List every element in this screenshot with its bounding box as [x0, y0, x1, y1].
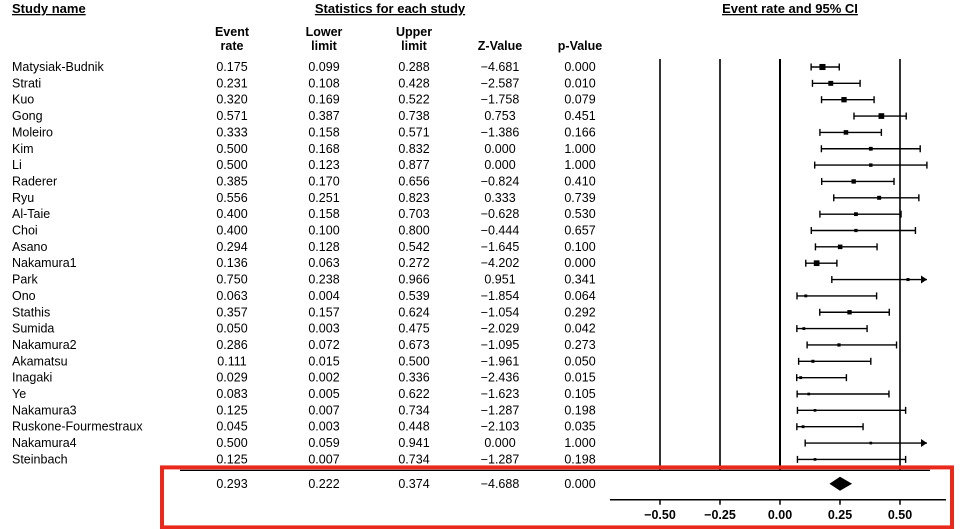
row-lower-limit: 0.003	[308, 419, 340, 434]
row-upper-limit: 0.622	[398, 387, 430, 401]
effect-marker	[847, 310, 851, 314]
row-study-name: Steinbach	[12, 452, 68, 467]
row-p-value: 0.451	[564, 109, 596, 124]
row-lower-limit: 0.170	[308, 174, 340, 189]
row-study-name: Kim	[12, 141, 34, 156]
row-study-name: Park	[12, 272, 38, 287]
row-z-value: −4.202	[480, 256, 520, 271]
row-z-value: −0.444	[480, 223, 520, 238]
row-lower-limit: 0.158	[308, 125, 340, 140]
row-lower-limit: 0.004	[308, 288, 340, 303]
row-upper-limit: 0.703	[398, 207, 430, 222]
row-study-name: Ryu	[12, 190, 35, 205]
summary-z-value: −4.688	[480, 476, 520, 491]
col-header-lower-limit-line2: limit	[311, 39, 337, 53]
row-upper-limit: 0.522	[398, 92, 430, 107]
row-upper-limit: 0.571	[398, 125, 430, 140]
row-upper-limit: 0.941	[398, 436, 430, 451]
row-p-value: 0.035	[564, 419, 596, 434]
row-z-value: −1.287	[480, 452, 520, 467]
effect-marker	[869, 163, 872, 166]
row-event-rate: 0.750	[216, 272, 248, 287]
effect-marker	[906, 278, 909, 281]
col-header-event-rate: Event	[214, 25, 250, 39]
effect-marker	[854, 212, 858, 216]
effect-marker	[869, 147, 873, 151]
row-event-rate: 0.500	[216, 436, 248, 451]
row-event-rate: 0.400	[216, 223, 248, 238]
row-study-name: Ono	[12, 288, 36, 303]
row-study-name: Li	[12, 158, 22, 173]
row-p-value: 0.166	[564, 125, 596, 140]
row-z-value: −4.681	[480, 60, 520, 74]
row-p-value: 0.015	[564, 370, 596, 385]
row-lower-limit: 0.158	[308, 207, 340, 222]
row-upper-limit: 0.800	[398, 223, 430, 238]
row-study-name: Choi	[12, 223, 38, 238]
row-upper-limit: 0.539	[398, 288, 430, 303]
row-event-rate: 0.083	[216, 387, 248, 401]
row-z-value: −1.054	[480, 305, 520, 320]
row-p-value: 0.105	[564, 387, 596, 401]
row-p-value: 1.000	[564, 158, 596, 173]
col-header-event-rate-line2: rate	[220, 39, 244, 53]
row-z-value: 0.000	[484, 158, 516, 173]
row-lower-limit: 0.007	[308, 452, 340, 467]
row-z-value: −0.628	[480, 207, 520, 222]
effect-marker	[869, 442, 872, 445]
effect-marker	[828, 81, 833, 86]
row-lower-limit: 0.157	[308, 305, 340, 320]
row-p-value: 0.739	[564, 190, 596, 205]
row-study-name: Kuo	[12, 92, 35, 107]
row-study-name: Nakamura1	[12, 256, 77, 271]
row-event-rate: 0.294	[216, 239, 248, 254]
effect-marker	[814, 260, 820, 266]
row-upper-limit: 0.738	[398, 109, 430, 124]
row-study-name: Nakamura3	[12, 403, 77, 418]
row-lower-limit: 0.005	[308, 387, 340, 401]
row-p-value: 0.530	[564, 207, 596, 222]
x-axis-tick-label: −0.25	[704, 507, 736, 522]
effect-marker	[837, 343, 840, 346]
row-lower-limit: 0.099	[308, 60, 340, 74]
row-event-rate: 0.286	[216, 337, 248, 352]
row-z-value: −1.645	[480, 239, 520, 254]
row-p-value: 0.079	[564, 92, 596, 107]
row-upper-limit: 0.656	[398, 174, 430, 189]
x-axis-tick-label: 0.50	[887, 507, 913, 522]
summary-event-rate: 0.293	[216, 476, 248, 491]
col-header-upper-limit-line2: limit	[401, 39, 427, 53]
row-p-value: 0.198	[564, 452, 596, 467]
summary-p-value: 0.000	[564, 476, 596, 491]
row-z-value: −1.095	[480, 337, 520, 352]
row-p-value: 1.000	[564, 436, 596, 451]
row-study-name: Sumida	[12, 321, 55, 336]
effect-marker	[841, 97, 846, 102]
row-study-name: Akamatsu	[12, 354, 68, 369]
row-upper-limit: 0.475	[398, 321, 430, 336]
row-study-name: Nakamura2	[12, 337, 77, 352]
row-upper-limit: 0.823	[398, 190, 430, 205]
row-lower-limit: 0.007	[308, 403, 340, 418]
effect-marker	[814, 458, 817, 461]
row-upper-limit: 0.734	[398, 452, 430, 467]
row-upper-limit: 0.288	[398, 60, 430, 74]
effect-marker	[852, 179, 856, 183]
row-upper-limit: 0.877	[398, 158, 430, 173]
col-header-upper-limit: Upper	[395, 25, 433, 39]
summary-upper-limit: 0.374	[398, 476, 430, 491]
col-header-lower-limit: Lower	[305, 25, 343, 39]
row-z-value: −1.623	[480, 387, 520, 401]
effect-marker	[819, 64, 825, 70]
row-z-value: −1.961	[480, 354, 520, 369]
row-p-value: 0.341	[564, 272, 596, 287]
effect-marker	[799, 376, 802, 379]
row-z-value: −2.587	[480, 76, 520, 91]
row-event-rate: 0.125	[216, 403, 248, 418]
row-study-name: Gong	[12, 109, 43, 124]
row-lower-limit: 0.002	[308, 370, 340, 385]
row-lower-limit: 0.128	[308, 239, 340, 254]
row-event-rate: 0.063	[216, 288, 248, 303]
row-z-value: −1.386	[480, 125, 520, 140]
header-study-name: Study name	[12, 1, 86, 16]
row-event-rate: 0.029	[216, 370, 248, 385]
row-p-value: 0.042	[564, 321, 596, 336]
effect-marker	[854, 229, 857, 232]
row-lower-limit: 0.100	[308, 223, 340, 238]
row-event-rate: 0.125	[216, 452, 248, 467]
row-study-name: Matysiak-Budnik	[12, 60, 104, 74]
row-study-name: Raderer	[12, 174, 58, 189]
effect-marker	[879, 113, 885, 119]
row-z-value: −2.103	[480, 419, 520, 434]
row-lower-limit: 0.108	[308, 76, 340, 91]
row-event-rate: 0.136	[216, 256, 248, 271]
row-p-value: 0.000	[564, 256, 596, 271]
row-lower-limit: 0.063	[308, 256, 340, 271]
row-event-rate: 0.556	[216, 190, 248, 205]
row-p-value: 0.000	[564, 60, 596, 74]
row-p-value: 0.410	[564, 174, 596, 189]
row-upper-limit: 0.542	[398, 239, 430, 254]
row-p-value: 0.100	[564, 239, 596, 254]
row-lower-limit: 0.059	[308, 436, 340, 451]
row-study-name: Moleiro	[12, 125, 53, 140]
row-z-value: −1.287	[480, 403, 520, 418]
row-event-rate: 0.320	[216, 92, 248, 107]
row-p-value: 1.000	[564, 141, 596, 156]
row-event-rate: 0.050	[216, 321, 248, 336]
row-event-rate: 0.500	[216, 141, 248, 156]
row-z-value: −0.824	[480, 174, 520, 189]
row-study-name: Ruskone-Fourmestraux	[12, 419, 143, 434]
row-lower-limit: 0.168	[308, 141, 340, 156]
col-header-z-value: Z-Value	[477, 39, 523, 53]
row-z-value: 0.333	[484, 190, 516, 205]
row-p-value: 0.064	[564, 288, 596, 303]
row-lower-limit: 0.238	[308, 272, 340, 287]
row-lower-limit: 0.251	[308, 190, 340, 205]
row-lower-limit: 0.123	[308, 158, 340, 173]
row-event-rate: 0.357	[216, 305, 248, 320]
effect-marker	[811, 360, 814, 363]
col-header-p-value: p-Value	[557, 39, 603, 53]
effect-marker	[807, 393, 810, 396]
row-lower-limit: 0.169	[308, 92, 340, 107]
effect-marker	[838, 245, 843, 250]
row-z-value: 0.753	[484, 109, 516, 124]
row-z-value: −1.854	[480, 288, 520, 303]
row-event-rate: 0.333	[216, 125, 248, 140]
effect-marker	[844, 130, 849, 135]
row-study-name: Inagaki	[12, 370, 53, 385]
row-p-value: 0.010	[564, 76, 596, 91]
row-lower-limit: 0.015	[308, 354, 340, 369]
row-z-value: −2.436	[480, 370, 520, 385]
row-event-rate: 0.400	[216, 207, 248, 222]
row-lower-limit: 0.387	[308, 109, 340, 124]
row-upper-limit: 0.336	[398, 370, 430, 385]
x-axis-tick-label: −0.50	[644, 507, 676, 522]
row-p-value: 0.292	[564, 305, 596, 320]
row-upper-limit: 0.734	[398, 403, 430, 418]
row-z-value: 0.951	[484, 272, 516, 287]
row-event-rate: 0.175	[216, 60, 248, 74]
row-study-name: Al-Taie	[12, 207, 51, 222]
row-upper-limit: 0.673	[398, 337, 430, 352]
effect-marker	[814, 409, 817, 412]
row-lower-limit: 0.003	[308, 321, 340, 336]
summary-lower-limit: 0.222	[308, 476, 340, 491]
row-event-rate: 0.045	[216, 419, 248, 434]
row-study-name: Ye	[12, 387, 27, 401]
row-event-rate: 0.500	[216, 158, 248, 173]
effect-marker	[804, 294, 807, 297]
row-upper-limit: 0.966	[398, 272, 430, 287]
row-upper-limit: 0.832	[398, 141, 430, 156]
row-p-value: 0.050	[564, 354, 596, 369]
x-axis-tick-label: 0.25	[827, 507, 853, 522]
row-p-value: 0.198	[564, 403, 596, 418]
row-event-rate: 0.111	[217, 354, 247, 369]
effect-marker	[802, 425, 805, 428]
row-event-rate: 0.571	[216, 109, 248, 124]
row-lower-limit: 0.072	[308, 337, 340, 352]
x-axis-tick-label: 0.00	[767, 507, 793, 522]
row-z-value: 0.000	[484, 141, 516, 156]
row-p-value: 0.657	[564, 223, 596, 238]
row-upper-limit: 0.428	[398, 76, 430, 91]
row-z-value: −1.758	[480, 92, 520, 107]
row-p-value: 0.273	[564, 337, 596, 352]
row-study-name: Strati	[12, 76, 42, 91]
row-upper-limit: 0.624	[398, 305, 430, 320]
row-z-value: −2.029	[480, 321, 520, 336]
row-event-rate: 0.231	[216, 76, 248, 91]
row-study-name: Nakamura4	[12, 436, 77, 451]
row-upper-limit: 0.448	[398, 419, 430, 434]
row-study-name: Asano	[12, 239, 48, 254]
effect-marker	[877, 196, 881, 200]
header-statistics-group: Statistics for each study	[314, 1, 466, 16]
effect-marker	[802, 327, 805, 330]
row-z-value: 0.000	[484, 436, 516, 451]
row-upper-limit: 0.500	[398, 354, 430, 369]
row-upper-limit: 0.272	[398, 256, 430, 271]
header-plot-group: Event rate and 95% CI	[722, 1, 858, 16]
row-study-name: Stathis	[12, 305, 51, 320]
row-event-rate: 0.385	[216, 174, 248, 189]
